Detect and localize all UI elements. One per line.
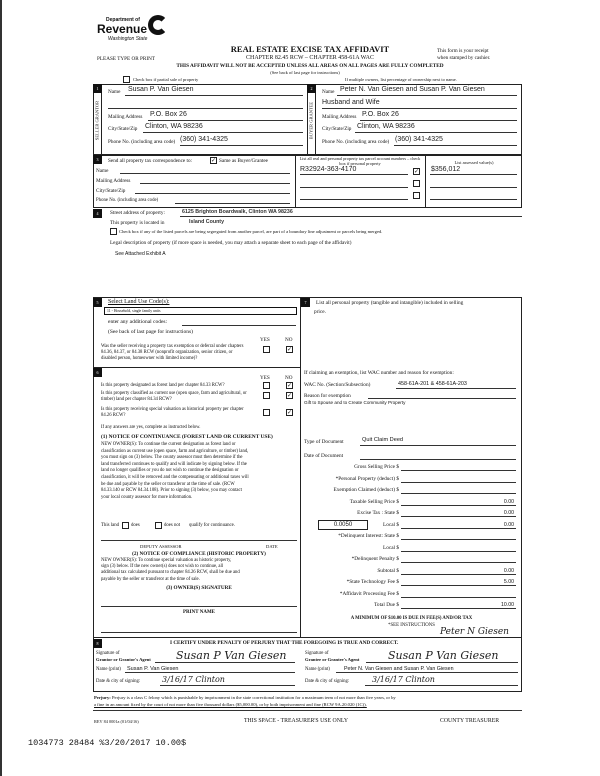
fee-value[interactable]: 0.00 (503, 498, 514, 505)
no-header: NO (285, 375, 293, 381)
grantor-agent-label: Grantor or Grantor's Agent (96, 657, 151, 662)
grantee-name[interactable]: Peter N. Van Giesen and Susan P. Van Giesen (344, 666, 454, 672)
name-print-label: Name (print) (96, 667, 121, 672)
fee-label: Gross Selling Price $ (354, 464, 399, 470)
historic-question: Is this property receiving special valuation as historical property per chapter 84.26 RCW? (101, 407, 244, 418)
exemption-reason[interactable]: Gift to Spouse and to Create Community Property (304, 400, 406, 405)
county-treasurer: COUNTY TREASURER (440, 718, 500, 724)
perjury-note-2: a fine in an amount fixed by the court of not more than five thousand dollars ($5,000.00), or by both imprisonment and fine (RCW 9A.20.020 (1C)). (94, 702, 367, 707)
personal-property-checkbox[interactable]: ✓ (414, 168, 420, 175)
buyer-mail-label: Mailing Address (322, 114, 357, 120)
signature-label: Signature of (305, 651, 329, 656)
fee-label: *Personal Property (deduct) $ (335, 475, 399, 482)
form-revision: REV 84 0001a (01/04/16) (94, 719, 139, 724)
land-use-label: Select Land Use Code(s): (108, 299, 170, 305)
exemption-yes-checkbox[interactable] (263, 346, 270, 353)
seller-phone-label: Phone No. (including area code) (108, 139, 176, 145)
warning: THIS AFFIDAVIT WILL NOT BE ACCEPTED UNLESS ALL AREAS ON ALL PAGES ARE FULLY COMPLETED (176, 63, 444, 69)
deputy-assessor-label: DEPUTY ASSESSOR (140, 544, 182, 549)
seller-phone[interactable]: (360) 341-4325 (180, 136, 228, 143)
fee-value[interactable]: 10.00 (501, 602, 514, 608)
corr-name-label: Name (96, 168, 109, 174)
logo-swirl-icon (148, 15, 168, 35)
value-header: List assessed value(s) (454, 160, 494, 165)
receipt-note: This form is your receipt (437, 48, 489, 54)
notice-continuance-title: (1) NOTICE OF CONTINUANCE (FOREST LAND OR CURRENT USE) (101, 434, 273, 440)
land-use-code-field[interactable]: 11 - Household, single family units (104, 307, 297, 315)
certify-title: I CERTIFY UNDER PENALTY OF PERJURY THAT THE FOREGOING IS TRUE AND CORRECT. (170, 640, 399, 646)
fee-label: Excise Tax : State $ (357, 510, 399, 516)
reason-label: Reason for exemption (304, 393, 351, 399)
county[interactable]: Island County (189, 219, 225, 225)
perjury-note: Perjury: Perjury is a class C felony which is punishable by imprisonment in the state correctional institution for a maximum term of not more than five years, or by (94, 695, 396, 700)
street-label: Street address of property: (110, 210, 165, 216)
buyer-name-label: Name (322, 89, 335, 95)
fee-value[interactable]: 0.00 (503, 510, 514, 516)
personal-property-label: List all personal property (tangible and intangible) included in selling (316, 300, 464, 306)
grantor-signature[interactable]: Susan P Van Giesen (176, 649, 287, 662)
fee-label: *Delinquent Penalty $ (351, 556, 399, 562)
section-number: 1 (93, 84, 102, 93)
seller-city-label: City/State/Zip (108, 126, 138, 132)
buyer-side-label: BUYER GRANTEE (308, 101, 314, 140)
claiming-exemption-label: If claiming an exemption, list WAC number and reason for exemption: (304, 370, 454, 376)
fee-label: Exemption Claimed (deduct) $ (333, 487, 399, 493)
parcel-header: List all real and personal property tax parcel account numbers – check box if personal property (299, 156, 421, 166)
see-instructions: *SEE INSTRUCTIONS (388, 623, 435, 628)
if-yes-note: If any answers are yes, complete as instructed below. (101, 425, 201, 430)
buyer-phone-label: Phone No. (including area code) (322, 139, 390, 145)
logo-main: Revenue (97, 22, 148, 36)
please-type: PLEASE TYPE OR PRINT (97, 56, 155, 62)
date-city-label: Date & city of signing: (96, 679, 141, 684)
buyer-city-label: City/State/Zip (322, 126, 352, 132)
buyer-mail[interactable]: P.O. Box 26 (362, 111, 399, 118)
fee-label: *Affidavit Processing Fee $ (339, 590, 399, 597)
grantee-signature-2[interactable]: Peter N Giesen (440, 627, 509, 637)
doc-type[interactable]: Quit Claim Deed (362, 437, 404, 443)
fee-label: Taxable Selling Price $ (349, 498, 399, 505)
legal-description[interactable]: See Attached Exhibit A (115, 251, 166, 257)
section-number: 6 (93, 368, 102, 377)
fee-label: Local $ (382, 521, 399, 528)
print-name-label: PRINT NAME (183, 610, 215, 615)
street-address[interactable]: 6125 Brighton Boardwalk, Clinton WA 98236 (182, 209, 293, 215)
current-use-question: Is this property classified as current use (open space, farm and agricultural, or timber) land per chapter 84.34 RCW? (101, 391, 247, 402)
seller-name-label: Name (108, 89, 121, 95)
grantee-agent-label: Grantee or Grantee's Agent (305, 657, 360, 662)
partial-sale-checkbox[interactable] (123, 76, 130, 83)
section-number: 8 (93, 639, 102, 648)
section-number: 2 (307, 84, 316, 93)
scan-edge (0, 0, 2, 776)
fee-label: *Delinquent Interest: State $ (338, 533, 399, 539)
corr-city-label: City/State/Zip (96, 188, 126, 194)
current-use-yes-checkbox[interactable] (263, 392, 270, 399)
logo-sub: Washington State (108, 36, 148, 42)
see-back: (See back of last page for instructions) (270, 70, 340, 75)
fee-label: Local $ (382, 544, 399, 551)
current-use-no-checkbox[interactable]: ✓ (287, 392, 293, 399)
grantee-date-city[interactable]: 3/16/17 Clinton (372, 675, 435, 684)
seller-city[interactable]: Clinton, WA 98236 (145, 123, 203, 130)
fee-label: Total Due $ (374, 602, 399, 608)
legal-label: Legal description of property (if more space is needed, you may attach a separate sheet to each page of the affidavit) (110, 240, 352, 246)
correspondence-label: Send all property tax correspondence to: (108, 158, 192, 164)
seller-side-label: SELLER GRANTOR (94, 100, 100, 141)
qualify-label: qualify for continuance. (189, 523, 235, 528)
does-checkbox[interactable] (122, 522, 129, 529)
fee-label: *State Technology Fee $ (346, 579, 399, 585)
form-title: REAL ESTATE EXCISE TAX AFFIDAVIT (230, 44, 390, 54)
forest-yes-checkbox[interactable] (263, 382, 270, 389)
cashier-stamp: 1034773 28484 %3/20/2017 10.00$ (28, 738, 187, 748)
multiple-owners-note: If multiple owners, list percentage of ownership next to name. (345, 77, 457, 82)
fee-value[interactable]: 5.00 (503, 579, 514, 585)
date-label: DATE (266, 544, 278, 549)
buyer-phone[interactable]: (360) 341-4325 (395, 136, 443, 143)
segregated-checkbox[interactable] (110, 228, 117, 235)
section-number: 7 (301, 298, 310, 307)
corr-phone-label: Phone No. (including area code) (96, 198, 159, 203)
forest-no-checkbox[interactable]: ✓ (287, 382, 293, 389)
grantor-date-city[interactable]: 3/16/17 Clinton (162, 675, 225, 684)
yes-header: YES (260, 337, 270, 343)
segregated-label: Check box if any of the listed parcels are being segregated from another parcel, are part of a boundary line adjustment or parcels being merged. (119, 229, 383, 234)
exemption-no-checkbox[interactable]: ✓ (287, 346, 293, 353)
forest-land-question: Is this property designated as forest land per chapter 84.33 RCW? (101, 383, 225, 388)
historic-yes-checkbox[interactable] (263, 409, 270, 416)
seller-mail[interactable]: P.O. Box 26 (150, 111, 187, 118)
same-as-buyer-label: Same as Buyer/Grantee (219, 158, 268, 164)
historic-no-checkbox[interactable]: ✓ (287, 409, 293, 416)
treasurer-space: THIS SPACE - TREASURER'S USE ONLY (244, 718, 349, 724)
receipt-note-2: when stamped by cashier. (437, 55, 491, 61)
minimum-note: A MINIMUM OF $10.00 IS DUE IN FEE(S) AND/OR TAX (350, 616, 473, 621)
does-not-label: does not (164, 523, 181, 528)
same-as-buyer-checkbox[interactable]: ✓ (211, 157, 217, 164)
doc-type-label: Type of Document (304, 439, 344, 445)
exemption-question: Was the seller receiving a property tax exemption or deferral under chapters 84.36, 84.37, or 84.38 RCW (nonprofit organization, senior citizen, or disabled person, homeowner with limited income)? (101, 344, 244, 361)
doc-date-label: Date of Document (304, 453, 344, 459)
parcel-number[interactable]: R32924-363-4170 (300, 166, 357, 173)
personal-property-checkbox[interactable] (413, 192, 420, 199)
seller-mail-label: Mailing Address (108, 114, 143, 120)
notice-compliance-text: NEW OWNER(S): To continue special valuation as historic property, sign (3) below. If the new owner(s) does not wish to continue, all additional tax calculated pursuant to chapter 84.26 RCW, shall be due and payable by the seller or transferor at the time of sale. (101, 558, 240, 582)
buyer-name-2[interactable]: Husband and Wife (322, 99, 380, 106)
grantee-signature[interactable]: Susan P Van Giesen (388, 649, 499, 662)
wac-label: WAC No. (Section/Subsection) (304, 382, 371, 388)
fee-value[interactable]: 0.00 (503, 521, 514, 528)
see-back-note: (See back of last page for instructions) (108, 329, 193, 335)
buyer-city[interactable]: Clinton, WA 98236 (357, 123, 415, 130)
signature-label: Signature of (96, 651, 120, 656)
this-land-label: This land (101, 523, 119, 528)
section-number: 4 (93, 209, 102, 218)
assessed-value[interactable]: $356,012 (431, 166, 461, 173)
notice-continuance-text: NEW OWNER(S): To continue the current designation as forest land or classification as current use (open space, farm and agriculture, or timber) land, you must sign on (3) below. The county assessor must then determine if the land transferred continues to qualify and will indicate by signing below. If the land no longer qualifies or you do not wish to continue the designation or classification, it will be removed and the compensating or additional taxes will be due and payable by the seller or transferor at the time of sale. (RCW 84.33.140 or RCW 84.34.108). Prior to signing (3) below, you may contact your local county assessor for more information. (101, 442, 249, 500)
no-header: NO (285, 337, 293, 343)
seller-name[interactable]: Susan P. Van Giesen (128, 86, 194, 93)
name-print-label: Name (print) (305, 667, 330, 672)
located-label: This property is located in (110, 220, 165, 226)
date-city-label: Date & city of signing: (305, 679, 350, 684)
fee-value[interactable]: 0.00 (503, 567, 514, 574)
local-rate-field[interactable]: 0.0050 (318, 520, 368, 530)
wac-number[interactable]: 458-61A-201 & 458-61A-203 (398, 381, 467, 387)
buyer-name[interactable]: Peter N. Van Giesen and Susan P. Van Giesen (340, 86, 485, 93)
chapter-line: CHAPTER 82.45 RCW – CHAPTER 458-61A WAC (246, 55, 374, 61)
owner-signature-title: (3) OWNER(S) SIGNATURE (166, 585, 232, 591)
logo-top: Department of (106, 17, 140, 23)
section-number: 3 (93, 155, 102, 164)
additional-codes-label: enter any additional codes: (108, 319, 168, 325)
price-label: price. (314, 309, 326, 315)
yes-header: YES (260, 375, 270, 381)
does-label: does (131, 523, 140, 528)
does-not-checkbox[interactable] (155, 522, 162, 529)
fee-label: Subtotal $ (377, 567, 399, 574)
personal-property-checkbox[interactable] (413, 180, 420, 187)
corr-mail-label: Mailing Address (96, 178, 131, 184)
section-number: 5 (93, 298, 102, 307)
notice-compliance-title: (2) NOTICE OF COMPLIANCE (HISTORIC PROPERTY) (132, 551, 266, 557)
partial-sale-label: Check box if partial sale of property (133, 77, 199, 82)
grantor-name[interactable]: Susan P. Van Giesen (127, 666, 179, 672)
